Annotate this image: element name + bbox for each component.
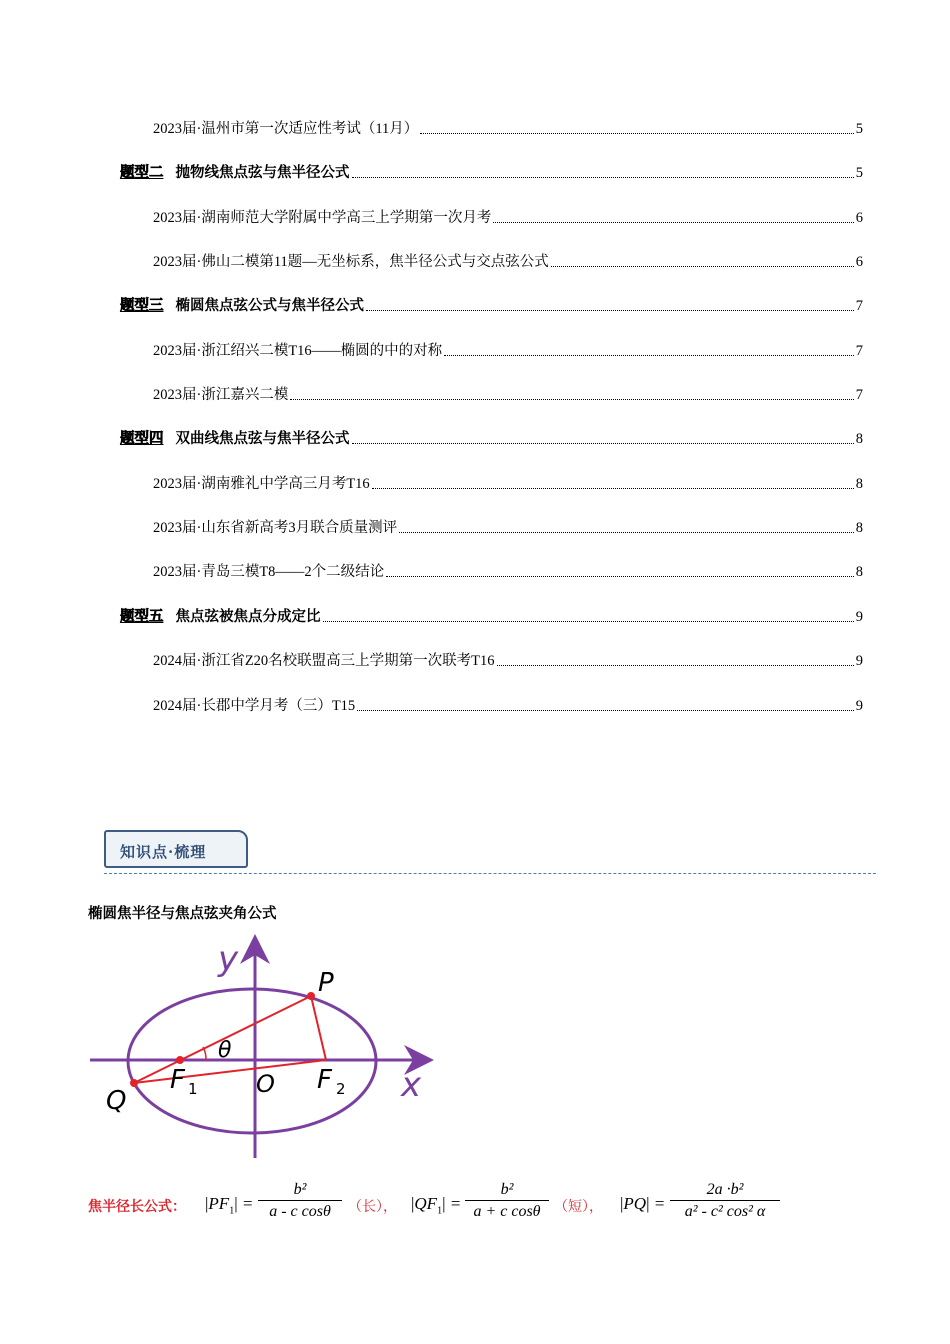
divider — [104, 873, 876, 874]
qf1-lhs: $|QF_1|$ = — [411, 1194, 462, 1217]
toc-entry[interactable]: 2023届·湖南师范大学附属中学高三上学期第一次月考 6 — [153, 210, 863, 226]
pf1-lhs: $|PF_1|$ = — [205, 1194, 254, 1217]
toc-section[interactable]: 题型三 椭圆焦点弦公式与焦半径公式 7 — [120, 298, 863, 314]
label-o: O — [256, 1070, 275, 1098]
point-p — [307, 992, 315, 1000]
toc-entry[interactable]: 2023届·浙江嘉兴二模 7 — [153, 387, 863, 403]
section-tag: 题型四 — [120, 431, 164, 447]
section-title: 椭圆焦半径与焦点弦夹角公式 — [88, 906, 277, 922]
focal-radius-formulas — [88, 1176, 888, 1236]
toc-entry[interactable]: 2023届·温州市第一次适应性考试（11月） 5 — [153, 121, 863, 137]
y-axis-label: y — [218, 939, 239, 979]
label-f2-sub: 2 — [336, 1080, 346, 1098]
qf1-fraction: $\frac{\text{b²}}{\text{a + c cosθ}}$ — [465, 1180, 549, 1223]
toc-entry[interactable]: 2023届·浙江绍兴二模T16——椭圆的中的对称 7 — [153, 343, 863, 359]
section-tag: 题型三 — [120, 298, 164, 314]
formula-label: 焦半径长公式： — [88, 1200, 186, 1215]
toc-entry[interactable]: 2023届·佛山二模第11题—无坐标系，焦半径公式与交点弦公式 6 — [153, 254, 863, 270]
pf1-fraction: $\frac{\text{b²}}{\text{a - c cosθ}}$ — [258, 1180, 342, 1223]
segment-qf2 — [134, 1060, 326, 1083]
ellipse-diagram — [88, 928, 448, 1163]
knowledge-points-banner: 知识点·梳理 — [104, 830, 248, 868]
point-f1 — [176, 1056, 184, 1064]
x-axis-label: x — [401, 1065, 422, 1105]
segment-pf2 — [311, 996, 326, 1060]
label-p: P — [318, 968, 334, 998]
section-tag: 题型五 — [120, 609, 164, 625]
pq-lhs: |PQ| = — [620, 1194, 666, 1213]
pq-fraction: $\frac{\text{2a ·b²}}{\text{a² - c² cos² α}}$ — [670, 1180, 780, 1223]
toc-entry[interactable]: 2023届·山东省新高考3月联合质量测评 8 — [153, 520, 863, 536]
toc-section[interactable]: 题型二 抛物线焦点弦与焦半径公式 5 — [120, 165, 863, 181]
qf1-note: （短）， — [554, 1200, 603, 1215]
label-f2: F — [317, 1065, 332, 1095]
label-q: Q — [106, 1086, 127, 1116]
toc-entry[interactable]: 2023届·湖南雅礼中学高三月考T16 8 — [153, 476, 863, 492]
label-theta: θ — [218, 1038, 232, 1063]
point-q — [130, 1079, 138, 1087]
toc-entry[interactable]: 2023届·青岛三模T8——2个二级结论 8 — [153, 564, 863, 580]
toc-section[interactable]: 题型五 焦点弦被焦点分成定比 9 — [120, 609, 863, 625]
label-f1-sub: 1 — [188, 1080, 198, 1098]
angle-arc — [203, 1047, 206, 1060]
toc-entry[interactable]: 2024届·长郡中学月考（三）T15 9 — [153, 698, 863, 714]
toc-section[interactable]: 题型四 双曲线焦点弦与焦半径公式 8 — [120, 431, 863, 447]
label-f1: F — [170, 1065, 185, 1095]
pf1-note: （长）， — [348, 1200, 397, 1215]
toc-entry[interactable]: 2024届·浙江省Z20名校联盟高三上学期第一次联考T16 9 — [153, 653, 863, 669]
section-tag: 题型二 — [120, 165, 164, 181]
